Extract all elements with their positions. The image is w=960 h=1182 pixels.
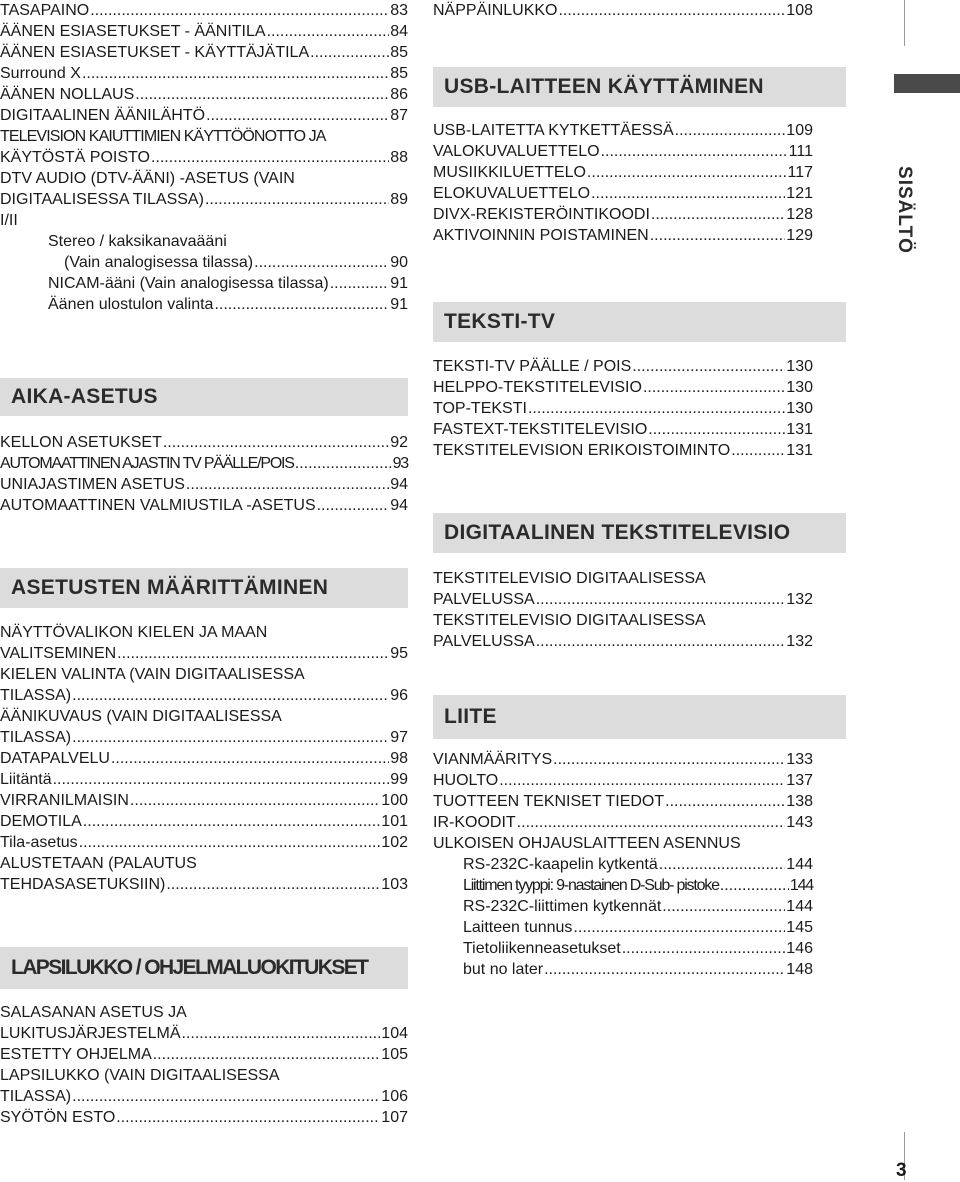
toc-entry-continued: KÄYTÖSTÄ POISTO ..... 88: [0, 147, 408, 168]
toc-entry-continued: TEHDASASETUKSIIN) ..... 103: [0, 874, 408, 895]
toc-entry: Liittimen tyyppi: 9-nastainen D-Sub- pistoke ..... 144: [433, 875, 813, 896]
toc-entry-continued: PALVELUSSA ..... 132: [433, 631, 813, 652]
toc-entry: Laitteen tunnus ..... 145: [433, 917, 813, 938]
section-header-asetusten-maarittaminen: ASETUSTEN MÄÄRITTÄMINEN: [0, 568, 408, 608]
toc-middle-top-entries: [433, 0, 813, 21]
toc-entry: DIVX-REKISTERÖINTIKOODI ..... 128: [433, 204, 813, 225]
toc-entry: AUTOMAATTINEN VALMIUSTILA -ASETUS ..... 94: [0, 495, 408, 516]
section-header-digitaalinen-tekstitelevisio: DIGITAALINEN TEKSTITELEVISIO: [433, 513, 846, 553]
toc-entry: DTV AUDIO (DTV-ÄÄNI) -ASETUS (VAIN: [0, 170, 295, 187]
toc-entry: TEKSTITELEVISIO DIGITAALISESSA: [433, 612, 706, 629]
margin-rule-top: [904, 0, 905, 46]
section-teksti-tv-entries: [433, 356, 813, 461]
toc-entry: TELEVISION KAIUTTIMIEN KÄYTTÖÖNOTTO JA: [0, 128, 326, 145]
toc-entry: ÄÄNEN NOLLAUS ..... 86: [0, 84, 408, 105]
toc-entry: MUSIIKKILUETTELO ..... 117: [433, 162, 813, 183]
toc-entry: ÄÄNEN ESIASETUKSET - ÄÄNITILA ..... 84: [0, 21, 408, 42]
toc-entry-continued: DIGITAALISESSA TILASSA) ..... 89: [0, 189, 408, 210]
section-header-lapsilukko: LAPSILUKKO / OHJELMALUOKITUKSET: [0, 947, 408, 989]
toc-entry: HELPPO-TEKSTITELEVISIO ..... 130: [433, 377, 813, 398]
toc-entry: ÄÄNIKUVAUS (VAIN DIGITAALISESSA: [0, 708, 282, 725]
section-digitaalinen-entries: [433, 568, 813, 652]
toc-entry-continued: TILASSA) ..... 106: [0, 1086, 408, 1107]
toc-entry-continued: TILASSA) ..... 96: [0, 685, 408, 706]
toc-entry: FASTEXT-TEKSTITELEVISIO ..... 131: [433, 419, 813, 440]
page-number: 3: [896, 1160, 907, 1181]
side-tab-bar: [894, 74, 960, 93]
section-liite-entries: [433, 749, 813, 980]
toc-entry: SALASANAN ASETUS JA: [0, 1004, 187, 1021]
toc-entry: ELOKUVALUETTELO ..... 121: [433, 183, 813, 204]
toc-entry: TASAPAINO ..... 83: [0, 0, 408, 21]
toc-entry: RS-232C-kaapelin kytkentä ..... 144: [433, 854, 813, 875]
toc-entry: TEKSTITELEVISIO DIGITAALISESSA: [433, 570, 706, 587]
toc-entry-continued: TILASSA) ..... 97: [0, 727, 408, 748]
toc-entry: AKTIVOINNIN POISTAMINEN ..... 129: [433, 225, 813, 246]
section-asetusten-entries: [0, 622, 408, 895]
section-header-aika-asetus: AIKA-ASETUS: [0, 378, 408, 416]
toc-entry-continued: PALVELUSSA ..... 132: [433, 589, 813, 610]
toc-entry: HUOLTO ..... 137: [433, 770, 813, 791]
toc-entry: VIRRANILMAISIN ..... 100: [0, 790, 408, 811]
toc-left-top-entries: [0, 0, 408, 315]
section-aika-asetus-entries: [0, 432, 408, 516]
toc-entry: KELLON ASETUKSET ..... 92: [0, 432, 408, 453]
toc-entry: but no later ..... 148: [433, 959, 813, 980]
toc-entry: NÄYTTÖVALIKON KIELEN JA MAAN: [0, 624, 268, 641]
side-tab-label: SISÄLTÖ: [894, 166, 915, 254]
toc-entry: DIGITAALINEN ÄÄNILÄHTÖ ..... 87: [0, 105, 408, 126]
toc-entry: NÄPPÄINLUKKO ..... 108: [433, 0, 813, 21]
toc-entry-continued: (Vain analogisessa tilassa) ..... 90: [0, 252, 408, 273]
toc-entry: DEMOTILA ..... 101: [0, 811, 408, 832]
toc-entry: ESTETTY OHJELMA ..... 105: [0, 1044, 408, 1065]
toc-entry: ALUSTETAAN (PALAUTUS: [0, 855, 197, 872]
toc-entry: Äänen ulostulon valinta ..... 91: [0, 294, 408, 315]
toc-entry: RS-232C-liittimen kytkennät ..... 144: [433, 896, 813, 917]
section-header-liite: LIITE: [433, 695, 846, 739]
toc-entry: AUTOMAATTINEN AJASTIN TV PÄÄLLE/POIS ..... 93: [0, 453, 408, 474]
toc-entry: DATAPALVELU ..... 98: [0, 748, 408, 769]
toc-entry: TOP-TEKSTI ..... 130: [433, 398, 813, 419]
section-header-usb: USB-LAITTEEN KÄYTTÄMINEN: [433, 67, 846, 107]
toc-entry: USB-LAITETTA KYTKETTÄESSÄ ..... 109: [433, 120, 813, 141]
toc-entry: TEKSTI-TV PÄÄLLE / POIS ..... 130: [433, 356, 813, 377]
section-usb-entries: [433, 120, 813, 246]
toc-entry-continued: VALITSEMINEN ..... 95: [0, 643, 408, 664]
toc-subheading: ULKOISEN OHJAUSLAITTEEN ASENNUS: [433, 835, 741, 852]
toc-entry: TUOTTEEN TEKNISET TIEDOT ..... 138: [433, 791, 813, 812]
toc-entry: Tietoliikenneasetukset ..... 146: [433, 938, 813, 959]
toc-entry: NICAM-ääni (Vain analogisessa tilassa) ..... 91: [0, 273, 408, 294]
toc-entry: ÄÄNEN ESIASETUKSET - KÄYTTÄJÄTILA ..... 85: [0, 42, 408, 63]
toc-entry: LAPSILUKKO (VAIN DIGITAALISESSA: [0, 1067, 280, 1084]
toc-subheading: I/II: [0, 212, 18, 229]
toc-entry: VALOKUVALUETTELO ..... 111: [433, 141, 813, 162]
toc-entry: Stereo / kaksikanavaääni: [48, 233, 227, 250]
toc-entry: KIELEN VALINTA (VAIN DIGITAALISESSA: [0, 666, 305, 683]
toc-entry: Surround X ..... 85: [0, 63, 408, 84]
toc-entry: IR-KOODIT ..... 143: [433, 812, 813, 833]
toc-entry: Tila-asetus ..... 102: [0, 832, 408, 853]
section-header-teksti-tv: TEKSTI-TV: [433, 302, 846, 342]
toc-entry: UNIAJASTIMEN ASETUS ..... 94: [0, 474, 408, 495]
toc-entry: Liitäntä ..... 99: [0, 769, 408, 790]
toc-entry-continued: LUKITUSJÄRJESTELMÄ ..... 104: [0, 1023, 408, 1044]
toc-entry: VIANMÄÄRITYS ..... 133: [433, 749, 813, 770]
toc-entry: SYÖTÖN ESTO ..... 107: [0, 1107, 408, 1128]
toc-entry: TEKSTITELEVISION ERIKOISTOIMINTO ..... 131: [433, 440, 813, 461]
section-lapsilukko-entries: [0, 1002, 408, 1128]
